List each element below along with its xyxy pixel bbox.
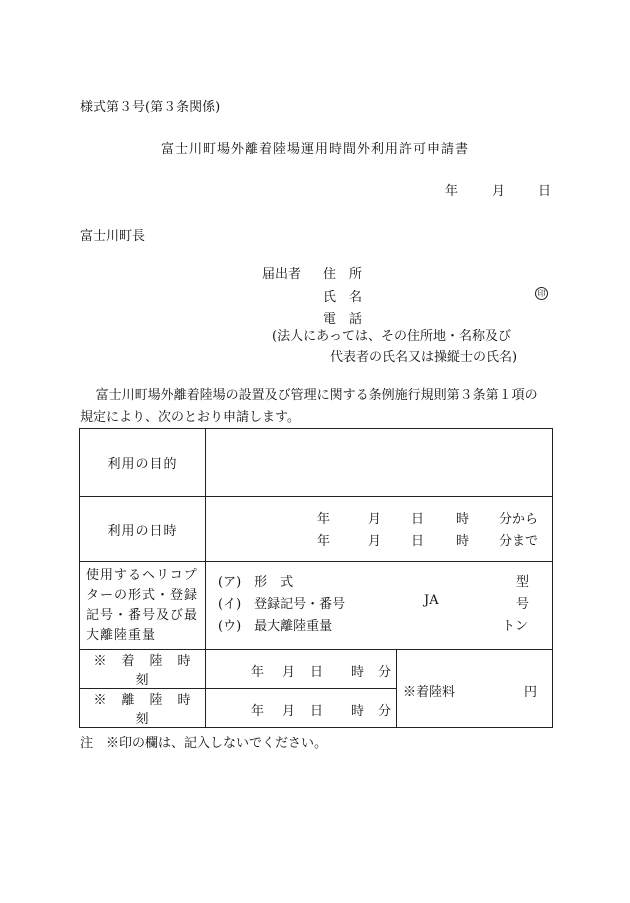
dt1-hour: 時 — [456, 512, 470, 527]
landing-fee-label: ※着陸料 — [403, 684, 456, 700]
date-month: 月 — [492, 184, 506, 199]
helicopter-label: 使用するヘリコプターの形式・登録記号・番号及び最大離陸重量 — [80, 562, 206, 650]
dt2-month: 月 — [368, 534, 382, 549]
dt1-day: 日 — [411, 512, 425, 527]
landing-hour: 時 — [351, 665, 365, 680]
takeoff-time-field[interactable] — [206, 689, 397, 728]
application-table — [79, 428, 553, 728]
helicopter-row — [80, 562, 553, 650]
address-label: 住 所 — [323, 267, 363, 282]
dt2-day: 日 — [411, 534, 425, 549]
purpose-row — [80, 429, 553, 497]
takeoff-time-label: ※ 離 陸 時 刻 — [80, 689, 206, 728]
heli-weight-unit: トン — [502, 619, 529, 634]
takeoff-month: 月 — [282, 704, 296, 719]
landing-year: 年 — [251, 665, 265, 680]
purpose-field[interactable] — [206, 429, 553, 497]
dt1-year: 年 — [317, 512, 331, 527]
applicant-label: 届出者 — [262, 267, 302, 282]
name-label: 氏 名 — [323, 290, 363, 305]
date-day: 日 — [538, 184, 552, 199]
heli-reg-label: (イ) 登録記号・番号 — [218, 597, 346, 612]
applicant-note-line1: (法人にあっては、その住所地・名称及び — [272, 329, 511, 344]
landing-fee-unit: 円 — [524, 684, 538, 700]
landing-time-label: ※ 着 陸 時 刻 — [80, 650, 206, 689]
landing-month: 月 — [282, 665, 296, 680]
dt2-minute: 分まで — [499, 534, 539, 549]
recipient: 富士川町長 — [80, 229, 146, 244]
footnote: 注 ※印の欄は、記入しないでください。 — [80, 736, 328, 751]
datetime-field[interactable] — [206, 497, 553, 562]
form-number: 様式第３号(第３条関係) — [80, 100, 221, 115]
takeoff-year: 年 — [251, 704, 265, 719]
seal-icon: 印 — [535, 287, 548, 300]
date-year: 年 — [445, 184, 459, 199]
dt1-minute: 分から — [499, 512, 539, 527]
dt2-hour: 時 — [456, 534, 470, 549]
dt2-year: 年 — [317, 534, 331, 549]
landing-day: 日 — [310, 665, 324, 680]
helicopter-field[interactable] — [206, 562, 553, 650]
applicant-note-line2: 代表者の氏名又は操縦士の氏名) — [330, 350, 518, 365]
phone-label: 電 話 — [323, 312, 363, 327]
datetime-row — [80, 497, 553, 562]
heli-type-label: (ア) 形 式 — [218, 575, 294, 590]
landing-row — [80, 650, 553, 689]
body-text: 富士川町場外離着陸場の設置及び管理に関する条例施行規則第３条第１項の規定により、次のとおり申請します。 — [80, 388, 538, 425]
heli-reg-prefix: JA — [424, 593, 439, 608]
landing-minute: 分 — [378, 665, 392, 680]
takeoff-hour: 時 — [351, 704, 365, 719]
document-title: 富士川町場外離着陸場運用時間外利用許可申請書 — [160, 142, 469, 157]
dt1-month: 月 — [368, 512, 382, 527]
takeoff-minute: 分 — [378, 704, 392, 719]
landing-time-field[interactable] — [206, 650, 397, 689]
seal-mark — [535, 285, 548, 300]
datetime-label: 利用の日時 — [80, 497, 206, 562]
purpose-label: 利用の目的 — [80, 429, 206, 497]
heli-weight-label: (ウ) 最大離陸重量 — [218, 619, 333, 634]
heli-type-unit: 型 — [516, 575, 530, 590]
heli-reg-unit: 号 — [516, 597, 530, 612]
landing-fee-field[interactable] — [397, 650, 553, 728]
takeoff-day: 日 — [310, 704, 324, 719]
